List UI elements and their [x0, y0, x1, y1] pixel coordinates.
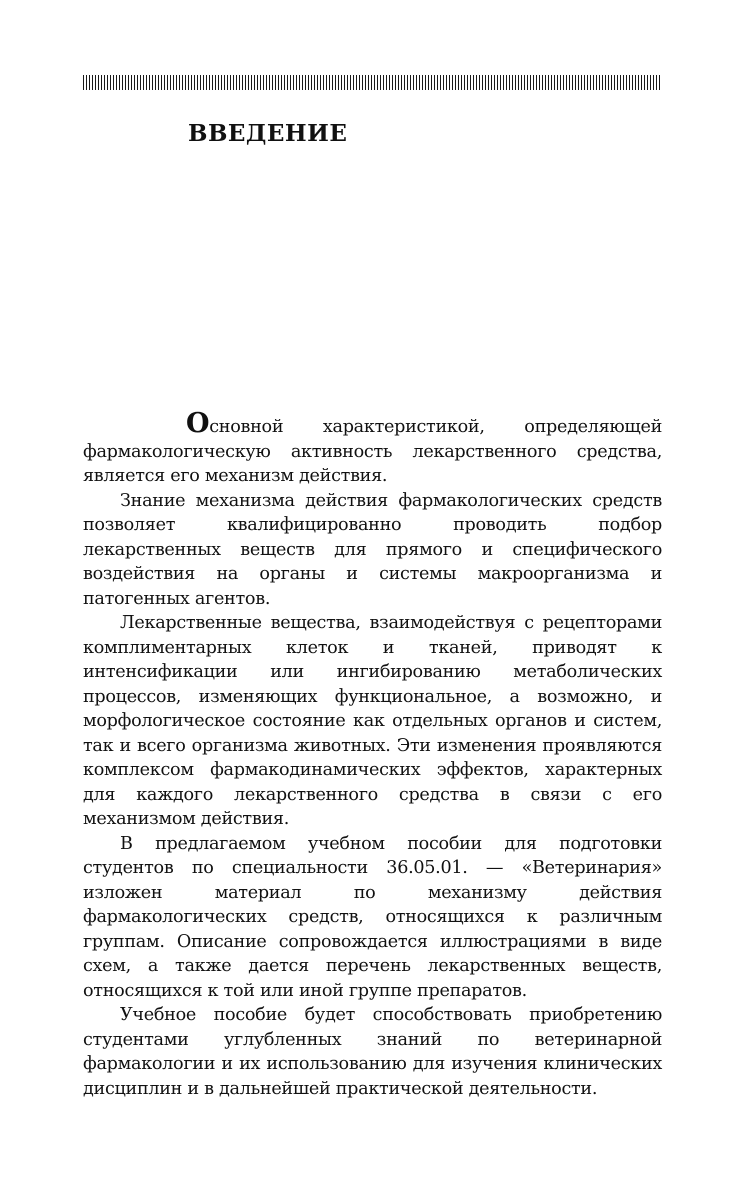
paragraph-1-text: сновной характеристикой, определяющей фармакологическую активность лекарственного средства, является его механизм действия.: [83, 417, 662, 486]
chapter-title: ВВЕДЕНИЕ: [188, 120, 348, 147]
body-text: [83, 408, 662, 1101]
chapter-header-rule: [83, 75, 662, 90]
paragraph-3: Лекарственные вещества, взаимодействуя с рецепторами комплиментарных клеток и тканей, приводят к интенсификации или ингибированию метаболических процессов, изменяющих функциональное, а возможно, и морфологическое состояние как отдельных органов и систем, так и всего организма животных. Эти изменения проявляются комплексом фармакодинамических эффектов, характерных для каждого лекарственного средства в связи с его механизмом действия.: [83, 613, 662, 829]
paragraph-4: В предлагаемом учебном пособии для подготовки студентов по специальности 36.05.01. — «Ветеринария» изложен материал по механизму действия фармакологических средств, относящихся к различным группам. Описание сопровождается иллюстрациями в виде схем, а также дается перечень лекарственных веществ, относящихся к той или иной группе препаратов.: [83, 833, 662, 1001]
paragraph-2: Знание механизма действия фармакологических средств позволяет квалифицированно проводить подбор лекарственных веществ для прямого и специфического воздействия на органы и системы макроорганизма и патогенных агентов.: [83, 490, 662, 609]
paragraph-1: [83, 408, 662, 489]
paragraph-5: Учебное пособие будет способствовать приобретению студентами углубленных знаний по ветеринарной фармакологии и их использованию для изучения клинических дисциплин и в дальнейшей практической деятельности.: [83, 1005, 662, 1099]
drop-cap: О: [186, 408, 210, 439]
